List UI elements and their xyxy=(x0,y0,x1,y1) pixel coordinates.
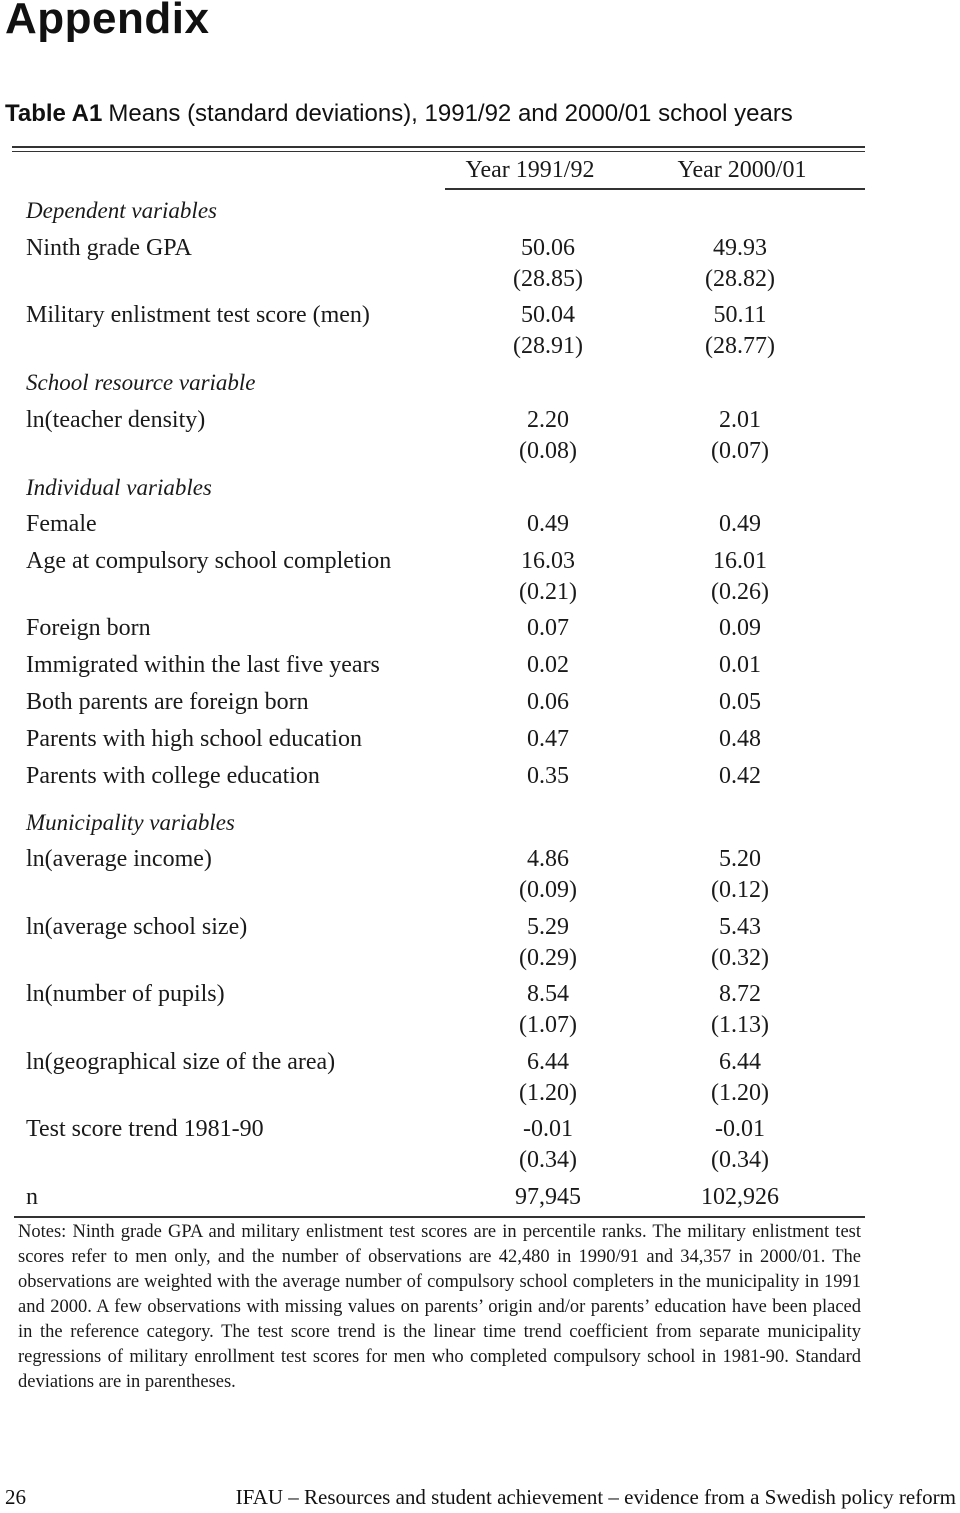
value-1991-number-of-pupils: 8.54 (1.07) xyxy=(519,981,577,1038)
row-label-immigrated: Immigrated within the last five years xyxy=(26,652,380,678)
section-municipality-variables: Municipality variables xyxy=(26,810,235,835)
value-1991-female: 0.49 xyxy=(527,511,569,537)
running-footer: IFAU – Resources and student achievement – evidence from a Swedish policy reform xyxy=(235,1485,956,1509)
value-2000-foreign-born: 0.09 xyxy=(719,615,761,641)
value-2000-parents-high-school: 0.48 xyxy=(719,726,761,752)
value-2000-average-school-size: 5.43 (0.32) xyxy=(711,914,769,971)
row-label-average-school-size: ln(average school size) xyxy=(26,914,248,940)
row-label-n: n xyxy=(26,1184,38,1210)
value-2000-parents-college: 0.42 xyxy=(719,763,761,789)
table-label: Table A1 xyxy=(5,100,103,127)
value-1991-foreign-born: 0.07 xyxy=(527,615,569,641)
value-2000-number-of-pupils: 8.72 (1.13) xyxy=(711,981,769,1038)
row-label-ninth-grade-gpa: Ninth grade GPA xyxy=(26,235,192,261)
table-top-rule xyxy=(12,146,865,148)
row-label-foreign-born: Foreign born xyxy=(26,615,151,641)
value-2000-female: 0.49 xyxy=(719,511,761,537)
value-2000-test-score-trend: -0.01 (0.34) xyxy=(711,1116,769,1173)
column-header-rule xyxy=(445,188,865,190)
row-label-age-completion: Age at compulsory school completion xyxy=(26,548,392,574)
value-1991-average-income: 4.86 (0.09) xyxy=(519,846,577,903)
value-2000-military-test-score: 50.11 (28.77) xyxy=(705,302,775,359)
column-header-1991: Year 1991/92 xyxy=(465,157,595,183)
table-bottom-rule xyxy=(14,1216,865,1218)
column-header-2000: Year 2000/01 xyxy=(677,157,807,183)
value-2000-n: 102,926 xyxy=(701,1184,779,1210)
table-notes: Notes: Ninth grade GPA and military enlistment test scores are in percentile ranks. The military enlistment test scores refer to men only, and the number of observations are 42,480 in 1990/91 and 34,357 in 2000/01. The observations are weighted with the average number of compulsory school completers in the municipality in 1991 and 2000. A few observations with missing values on parents’ origin and/or parents’ education have been placed in the reference category. The test score trend is the linear time trend coefficient from separate municipality regressions of military enrollment test scores for men who completed compulsory school in 1981-90. Standard deviations are in parentheses. xyxy=(18,1222,861,1392)
value-2000-geographical-size: 6.44 (1.20) xyxy=(711,1049,769,1106)
row-label-geographical-size: ln(geographical size of the area) xyxy=(26,1049,336,1075)
value-2000-immigrated: 0.01 xyxy=(719,652,761,678)
value-1991-test-score-trend: -0.01 (0.34) xyxy=(519,1116,577,1173)
section-dependent-variables: Dependent variables xyxy=(26,198,217,223)
value-1991-geographical-size: 6.44 (1.20) xyxy=(519,1049,577,1106)
row-label-parents-high-school: Parents with high school education xyxy=(26,726,362,752)
value-2000-average-income: 5.20 (0.12) xyxy=(711,846,769,903)
value-1991-immigrated: 0.02 xyxy=(527,652,569,678)
value-1991-n: 97,945 xyxy=(515,1184,581,1210)
row-label-average-income: ln(average income) xyxy=(26,846,212,872)
value-1991-parents-college: 0.35 xyxy=(527,763,569,789)
row-label-teacher-density: ln(teacher density) xyxy=(26,407,206,433)
row-label-test-score-trend: Test score trend 1981-90 xyxy=(26,1116,264,1142)
value-2000-age-completion: 16.01 (0.26) xyxy=(711,548,769,605)
value-1991-age-completion: 16.03 (0.21) xyxy=(519,548,577,605)
value-1991-teacher-density: 2.20 (0.08) xyxy=(519,407,577,464)
value-2000-both-parents-foreign: 0.05 xyxy=(719,689,761,715)
value-1991-parents-high-school: 0.47 xyxy=(527,726,569,752)
page-number: 26 xyxy=(5,1485,26,1509)
value-1991-average-school-size: 5.29 (0.29) xyxy=(519,914,577,971)
section-individual-variables: Individual variables xyxy=(26,475,212,500)
section-school-resource-variable: School resource variable xyxy=(26,370,256,395)
row-label-both-parents-foreign: Both parents are foreign born xyxy=(26,689,309,715)
row-label-number-of-pupils: ln(number of pupils) xyxy=(26,981,225,1007)
table-title: Means (standard deviations), 1991/92 and 2000/01 school years xyxy=(108,100,793,127)
row-label-military-test-score: Military enlistment test score (men) xyxy=(26,302,370,328)
row-label-parents-college: Parents with college education xyxy=(26,763,320,789)
value-1991-military-test-score: 50.04 (28.91) xyxy=(513,302,583,359)
value-1991-both-parents-foreign: 0.06 xyxy=(527,689,569,715)
table-caption xyxy=(5,100,793,128)
value-2000-teacher-density: 2.01 (0.07) xyxy=(711,407,769,464)
page-heading: Appendix xyxy=(5,0,210,43)
value-1991-ninth-grade-gpa: 50.06 (28.85) xyxy=(513,235,583,292)
value-2000-ninth-grade-gpa: 49.93 (28.82) xyxy=(705,235,775,292)
row-label-female: Female xyxy=(26,511,97,537)
table-top-rule-inner xyxy=(12,151,865,152)
